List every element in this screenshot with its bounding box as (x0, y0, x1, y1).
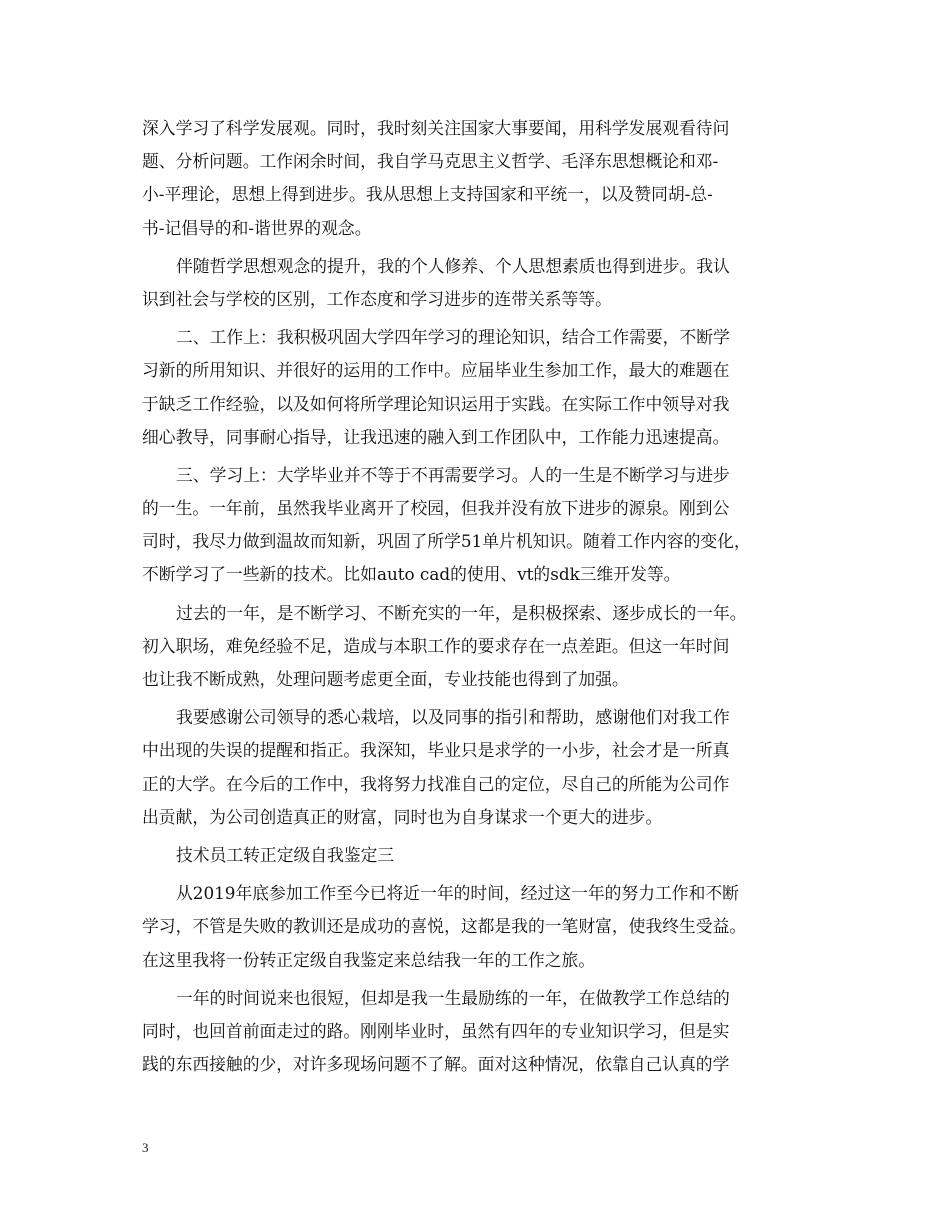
text-line: 也让我不断成熟，处理问题考虑更全面，专业技能也得到了加强。 (142, 669, 629, 689)
paragraph-first-line: 从2019年底参加工作至今已将近一年的时间，经过这一年的努力工作和不断 (176, 883, 739, 904)
text-line: 初入职场，难免经验不足，造成与本职工作的要求存在一点差距。但这一年时间 (142, 635, 730, 656)
text-line: 正的大学。在今后的工作中，我将努力找准自己的定位，尽自己的所能为公司作 (142, 773, 730, 794)
paragraph-first-line: 我要感谢公司领导的悉心栽培，以及同事的指引和帮助，感谢他们对我工作 (176, 707, 730, 728)
text-line: 司时，我尽力做到温故而知新，巩固了所学51单片机知识。随着工作内容的变化， (142, 531, 751, 552)
paragraph-first-line: 二、工作上：我积极巩固大学四年学习的理论知识，结合工作需要，不断学 (176, 327, 730, 348)
text-line: 出贡献，为公司创造真正的财富，同时也为自身谋求一个更大的进步。 (142, 806, 663, 827)
text-line: 于缺乏工作经验，以及如何将所学理论知识运用于实践。在实际工作中领导对我 (142, 393, 730, 414)
text-line: 践的东西接触的少，对许多现场问题不了解。面对这种情况，依靠自己认真的学 (142, 1054, 730, 1075)
text-line: 同时，也回首前面走过的路。刚刚毕业时，虽然有四年的专业知识学习，但是实 (142, 1020, 730, 1041)
text-line: 识到社会与学校的区别，工作态度和学习进步的连带关系等等。 (142, 288, 612, 309)
paragraph-first-line: 一年的时间说来也很短，但却是我一生最励练的一年，在做教学工作总结的 (176, 987, 730, 1008)
paragraph-first-line: 伴随哲学思想观念的提升，我的个人修养、个人思想素质也得到进步。我认 (176, 255, 730, 276)
text-line: 的一生。一年前，虽然我毕业离开了校园，但我并没有放下进步的源泉。刚到公 (142, 498, 730, 519)
paragraph-first-line: 三、学习上：大学毕业并不等于不再需要学习。人的一生是不断学习与进步 (176, 464, 730, 485)
text-line: 不断学习了一些新的技术。比如auto cad的使用、vt的sdk三维开发等。 (142, 564, 681, 585)
text-line: 书-记倡导的和-谐世界的观念。 (142, 217, 372, 238)
text-line: 深入学习了科学发展观。同时，我时刻关注国家大事要闻，用科学发展观看待问 (142, 118, 730, 138)
text-line: 细心教导，同事耐心指导，让我迅速的融入到工作团队中，工作能力迅速提高。 (142, 426, 730, 447)
paragraph-first-line: 过去的一年，是不断学习、不断充实的一年，是积极探索、逐步成长的一年。 (176, 602, 747, 623)
text-line: 在这里我将一份转正定级自我鉴定来总结我一年的工作之旅。 (142, 949, 596, 970)
section-heading: 技术员工转正定级自我鉴定三 (176, 844, 395, 865)
body-text (142, 112, 822, 1081)
text-line: 小-平理论，思想上得到进步。我从思想上支持国家和平统一，以及赞同胡-总- (142, 184, 713, 205)
text-line: 中出现的失误的提醒和指正。我深知，毕业只是求学的一小步，社会才是一所真 (142, 740, 730, 761)
text-line: 学习，不管是失败的教训还是成功的喜悦，这都是我的一笔财富，使我终生受益。 (142, 916, 747, 937)
text-line: 习新的所用知识、并很好的运用的工作中。应届毕业生参加工作，最大的难题在 (142, 360, 730, 381)
page-number: 3 (142, 1140, 149, 1155)
text-line: 题、分析问题。工作闲余时间，我自学马克思主义哲学、毛泽东思想概论和邓- (142, 151, 719, 172)
